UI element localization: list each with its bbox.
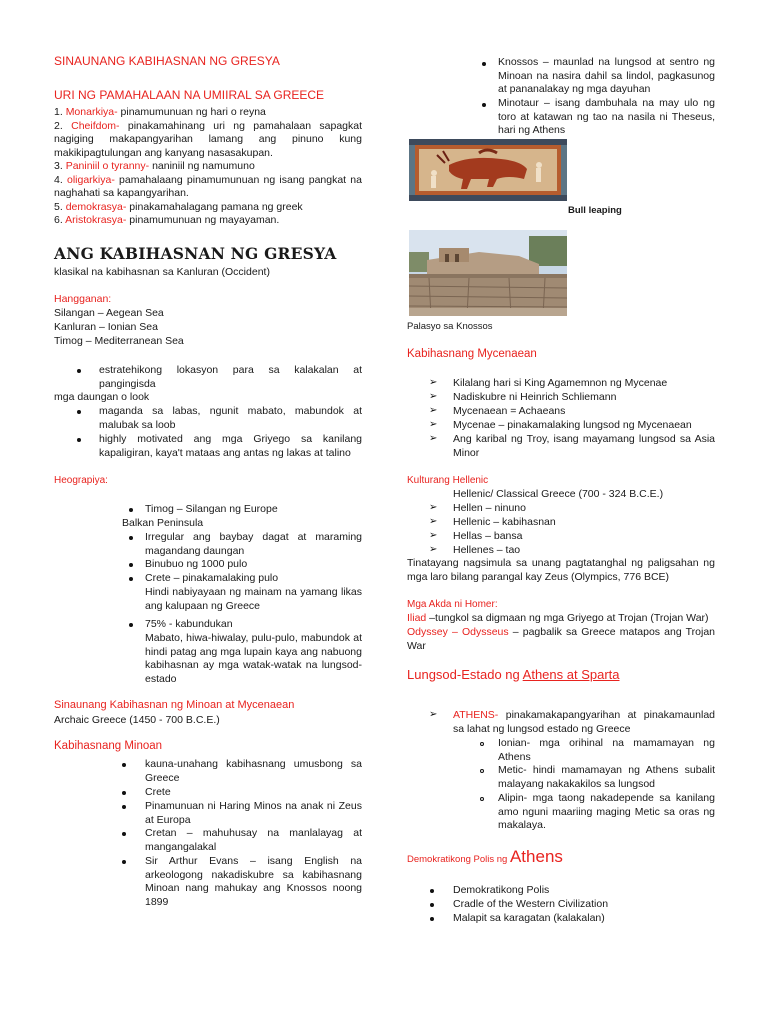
- odyssey-term: Odyssey – Odysseus: [407, 626, 509, 638]
- arrow-bullet-icon: ➢: [429, 433, 438, 444]
- gov-item: 6. Aristokrasya- pinamumunuan ng mayayaman.: [54, 214, 280, 226]
- olympics-text: Tinatayang nagsimula sa unang pagtatanghal ng paligsahan ng mga laro bilang parangal kay Zeus (Olympics, 776 BCE): [407, 557, 715, 583]
- gov-term: demokrasya-: [65, 200, 127, 213]
- bullet-icon: [430, 917, 434, 921]
- hangganan-item: Kanluran – Ionian Sea: [54, 321, 158, 333]
- athens-item: ATHENS- pinakamakapangyarihan at pinakamaunlad sa lahat ng lungsod estado ng Greece: [453, 709, 715, 735]
- bullet-icon: [77, 438, 81, 442]
- bullet-icon: [122, 832, 126, 836]
- gov-term: oligarkiya-: [66, 173, 115, 186]
- arrow-bullet-icon: ➢: [429, 544, 438, 555]
- bullet-icon: [77, 410, 81, 414]
- arrow-bullet-icon: ➢: [429, 530, 438, 541]
- gov-item: 3. Paniniil o tyranny- naniniil ng namumuno: [54, 160, 255, 172]
- bull-caption: Bull leaping: [568, 205, 622, 216]
- heo-bullet: Crete – pinakamalaking pulo: [145, 572, 279, 584]
- gov-item: 2. Cheifdom- pinakamahinang uri ng pamahalaan sapagkat nagiging makapangyarihan lamang ang pinuno kung makikipagtulungan ang kanyang nasasakupan.: [54, 119, 363, 159]
- circle-bullet-icon: [480, 797, 484, 801]
- hangganan-item: Timog – Mediterranean Sea: [54, 335, 184, 347]
- hellenic-title: Kulturang Hellenic: [407, 475, 489, 486]
- hellenic-item: Hellen – ninuno: [453, 502, 526, 514]
- hellenic-item: Hellenes – tao: [453, 544, 521, 556]
- odyssey-line: Odyssey – Odysseus – pagbalik sa Greece matapos ang Trojan War: [407, 626, 715, 652]
- arrow-bullet-icon: ➢: [429, 377, 438, 388]
- gov-term: Paniniil o tyranny-: [65, 160, 150, 172]
- heo-bullet: Binubuo ng 1000 pulo: [145, 558, 248, 570]
- minoan-mycenaean-heading: Sinaunang Kabihasnan ng Minoan at Mycenaean: [54, 699, 295, 711]
- arrow-bullet-icon: ➢: [429, 502, 438, 513]
- athens-subitem: Metic- hindi mamamayan ng Athens subalit malayang nakakakilos sa lungsod: [498, 764, 715, 790]
- heo-bullet: Irregular ang baybay dagat at maraming magandang daungan: [145, 531, 362, 557]
- mycenaean-item: Kilalang hari si King Agamemnon ng Mycenae: [453, 377, 668, 389]
- bullet-icon: [129, 623, 133, 627]
- location-bullet: estratehikong lokasyon para sa kalakalan at pangingisda: [99, 364, 362, 390]
- heo-bullet-cont: Mabato, hiwa-hiwalay, pulu-pulo, mabundok at hindi patag ang mga lupain kaya ang nabuong kabihasnan ay mga watak-watak na lungsod-estado: [145, 632, 362, 685]
- hellenic-head: Hellenic/ Classical Greece (700 - 324 B.C.E.): [453, 488, 664, 500]
- mycenaean-item: Nadiskubre ni Heinrich Schliemann: [453, 391, 617, 403]
- lungsod-estado-heading: Lungsod-Estado ng Athens at Sparta: [407, 667, 620, 682]
- location-bullet: maganda sa labas, ngunit mabato, mabundok at malubak sa loob: [99, 405, 362, 431]
- bullet-icon: [122, 791, 126, 795]
- bullet-icon: [430, 889, 434, 893]
- gov-term: Cheifdom-: [71, 119, 120, 132]
- title-uri-ng-pamahalaan: URI NG PAMAHALAAN NA UMIIRAL SA GREECE: [54, 88, 325, 102]
- bullet-icon: [129, 563, 133, 567]
- gov-item: 4. oligarkiya- pamahalaang pinamumunuan ng isang pangkat na naghahati sa kapangyarihan.: [54, 173, 362, 199]
- heo-bullet: 75% - kabundukan: [145, 618, 233, 630]
- demokratikong-polis-heading: Demokratikong Polis ng Athens: [407, 847, 563, 866]
- bullet-icon: [482, 103, 486, 107]
- knossos-item: Knossos – maunlad na lungsod at sentro ng Minoan na nasira dahil sa lindol, pagkasunog at pananalakay ng mga dayuhan: [498, 56, 715, 95]
- minoan-title: Kabihasnang Minoan: [54, 740, 163, 752]
- location-bullet: highly motivated ang mga Griyego sa kanilang kapaligiran, kaya't mataas ang antas ng lakas at talino: [99, 433, 362, 459]
- bullet-icon: [129, 508, 133, 512]
- arrow-bullet-icon: ➢: [429, 405, 438, 416]
- athens-subitem: Ionian- mga orihinal na mamamayan ng Athens: [498, 737, 715, 763]
- heo-plain: Balkan Peninsula: [122, 517, 204, 529]
- palace-caption: Palasyo sa Knossos: [407, 321, 493, 332]
- minoan-item: Crete: [145, 786, 171, 798]
- government-list: [54, 106, 362, 228]
- location-plain: mga daungan o look: [54, 391, 150, 403]
- hangganan-item: Silangan – Aegean Sea: [54, 307, 164, 319]
- bullet-icon: [77, 369, 81, 373]
- big-title: ANG KABIHASNAN NG GRESYA: [54, 244, 337, 263]
- circle-bullet-icon: [480, 742, 484, 746]
- bullet-icon: [129, 536, 133, 540]
- subtitle: klasikal na kabihasnan sa Kanluran (Occident): [54, 266, 270, 278]
- demo-item: Demokratikong Polis: [453, 884, 550, 896]
- archaic-greece: Archaic Greece (1450 - 700 B.C.E.): [54, 714, 220, 726]
- athens-sparta-link[interactable]: Athens at Sparta: [522, 667, 620, 682]
- bullet-icon: [129, 577, 133, 581]
- bullet-icon: [122, 763, 126, 767]
- gov-term: Aristokrasya-: [65, 214, 127, 226]
- knossos-palace-photo: [409, 230, 567, 316]
- bullet-icon: [482, 62, 486, 66]
- minotaur-item: Minotaur – isang dambuhala na may ulo ng toro at katawan ng tao na nasila ni Theseus, hari ng Athens: [498, 97, 715, 136]
- minoan-item: Cretan – mahuhusay na manlalayag at mangangalakal: [145, 827, 362, 853]
- mycenaean-item: Ang karibal ng Troy, isang mayamang lungsod sa Asia Minor: [453, 433, 715, 459]
- bullet-icon: [122, 805, 126, 809]
- circle-bullet-icon: [480, 769, 484, 773]
- arrow-bullet-icon: ➢: [429, 516, 438, 527]
- bullet-icon: [430, 903, 434, 907]
- mycenaean-item: Mycenae – pinakamalaking lungsod ng Mycenaean: [453, 419, 692, 431]
- title-sinaunang-kabihasnan: SINAUNANG KABIHASNAN NG GRESYA: [54, 54, 280, 68]
- bull-leaping-fresco: [409, 139, 567, 201]
- bullet-icon: [122, 860, 126, 864]
- mycenaean-title: Kabihasnang Mycenaean: [407, 348, 537, 360]
- athens-term: ATHENS-: [453, 709, 499, 721]
- arrow-bullet-icon: ➢: [429, 419, 438, 430]
- minoan-item: Pinamunuan ni Haring Minos na anak ni Zeus at Europa: [145, 800, 362, 826]
- athens-subitem: Alipin- mga taong nakadepende sa kanilang amo nguni maariing maging Metic sa oras ng makalaya.: [498, 792, 715, 831]
- heograpiya-label: Heograpiya:: [54, 475, 108, 486]
- heo-bullet-cont: Hindi nabiyayaan ng mainam na yamang likas ang kalupaan ng Greece: [145, 586, 362, 612]
- hangganan-label: Hangganan:: [54, 293, 112, 305]
- minoan-item: kauna-unahang kabihasnang umusbong sa Greece: [145, 758, 362, 784]
- heo-bullet: Timog – Silangan ng Europe: [145, 503, 278, 515]
- hellenic-item: Hellas – bansa: [453, 530, 523, 542]
- iliad-line: Iliad –tungkol sa digmaan ng mga Griyego at Trojan (Trojan War): [407, 612, 709, 624]
- homer-title: Mga Akda ni Homer:: [407, 599, 498, 610]
- gov-term: Monarkiya-: [65, 106, 118, 118]
- arrow-bullet-icon: ➢: [429, 709, 438, 720]
- mycenaean-item: Mycenaean = Achaeans: [453, 405, 566, 417]
- minoan-item: Sir Arthur Evans – isang English na arkeologong nakadiskubre sa kabihasnang Minoan nang mahukay ang Knossos noong 1899: [145, 855, 362, 908]
- arrow-bullet-icon: ➢: [429, 391, 438, 402]
- gov-item: 1. Monarkiya- pinamumunuan ng hari o reyna: [54, 106, 266, 118]
- demo-item: Malapit sa karagatan (kalakalan): [453, 912, 605, 924]
- demo-item: Cradle of the Western Civilization: [453, 898, 609, 910]
- gov-item: 5. demokrasya- pinakamahalagang pamana ng greek: [54, 200, 303, 213]
- hellenic-item: Hellenic – kabihasnan: [453, 516, 556, 528]
- iliad-term: Iliad: [407, 612, 427, 624]
